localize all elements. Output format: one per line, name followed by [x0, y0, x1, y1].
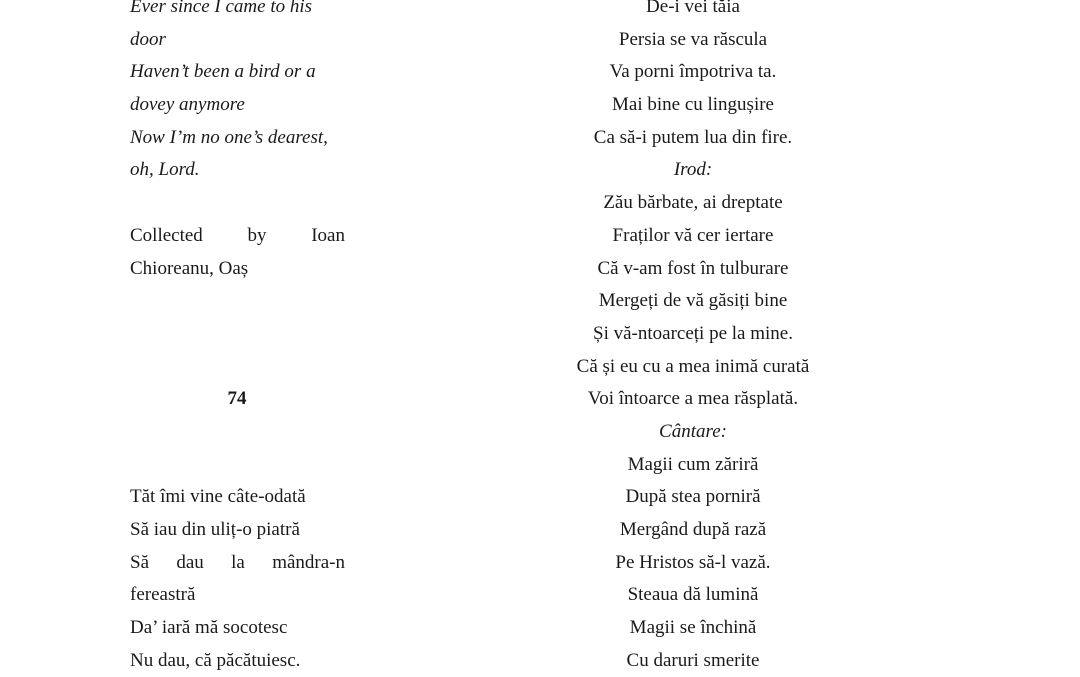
- play-text-line: După stea porniră: [625, 486, 761, 508]
- play-text-line: Că și eu cu a mea inimă curată: [576, 355, 810, 377]
- english-poem-line: dovey anymore: [130, 94, 245, 116]
- romanian-poem-line: Da’ iară mă socotesc: [130, 617, 288, 639]
- english-poem-line: Haven’t been a bird or a: [130, 61, 316, 83]
- play-text-line: Că v-am fost în tulburare: [597, 257, 789, 279]
- play-text-line: Mergeți de vă găsiți bine: [598, 290, 788, 312]
- english-poem-line: Now I’m no one’s dearest,: [130, 126, 328, 148]
- play-text-line: Mai bine cu lingușire: [612, 94, 774, 116]
- romanian-poem-line: Tăt îmi vine câte-odată: [130, 486, 306, 508]
- play-text-line: Zău bărbate, ai dreptate: [603, 192, 783, 214]
- play-text-line: De-i vei tăia: [646, 0, 740, 17]
- speaker-label: Irod:: [673, 159, 713, 181]
- poem-number: 74: [227, 388, 247, 410]
- play-text-line: Va porni împotriva ta.: [609, 61, 777, 83]
- play-text-line: Pe Hristos să-l vază.: [615, 551, 771, 573]
- play-text-line: Ca să-i putem lua din fire.: [593, 126, 793, 148]
- play-text-line: Cu daruri smerite: [626, 649, 760, 671]
- play-text-line: Magii se închină: [629, 617, 757, 639]
- english-poem-line: oh, Lord.: [130, 159, 200, 181]
- play-text-line: Steaua dă lumină: [627, 584, 759, 606]
- right-column: [540, 0, 846, 677]
- romanian-poem-line: Nu dau, că păcătuiesc.: [130, 649, 301, 671]
- play-text-line: Și vă-ntoarceți pe la mine.: [593, 322, 793, 344]
- play-text-line: Fraților vă cer iertare: [612, 224, 774, 246]
- romanian-poem-line: Să iau din uliț-o piatră: [130, 519, 300, 540]
- left-column: [130, 0, 345, 677]
- play-text-line: Magii cum zăriră: [627, 453, 759, 475]
- collected-place-line: Chioreanu, Oaș: [130, 257, 249, 279]
- collected-by-line: Collected by Ioan: [130, 224, 345, 246]
- play-text-line: Persia se va răscula: [618, 28, 768, 50]
- section-label: Cântare:: [659, 420, 727, 442]
- play-text-line: Mergând după rază: [619, 519, 767, 540]
- english-poem-line: door: [130, 28, 166, 50]
- romanian-poem-line: Să dau la mândra-n: [130, 551, 345, 573]
- english-poem-line: Ever since I came to his: [130, 0, 313, 17]
- play-text-line: Voi întoarce a mea răsplată.: [587, 388, 799, 410]
- romanian-poem-line: fereastră: [130, 584, 196, 606]
